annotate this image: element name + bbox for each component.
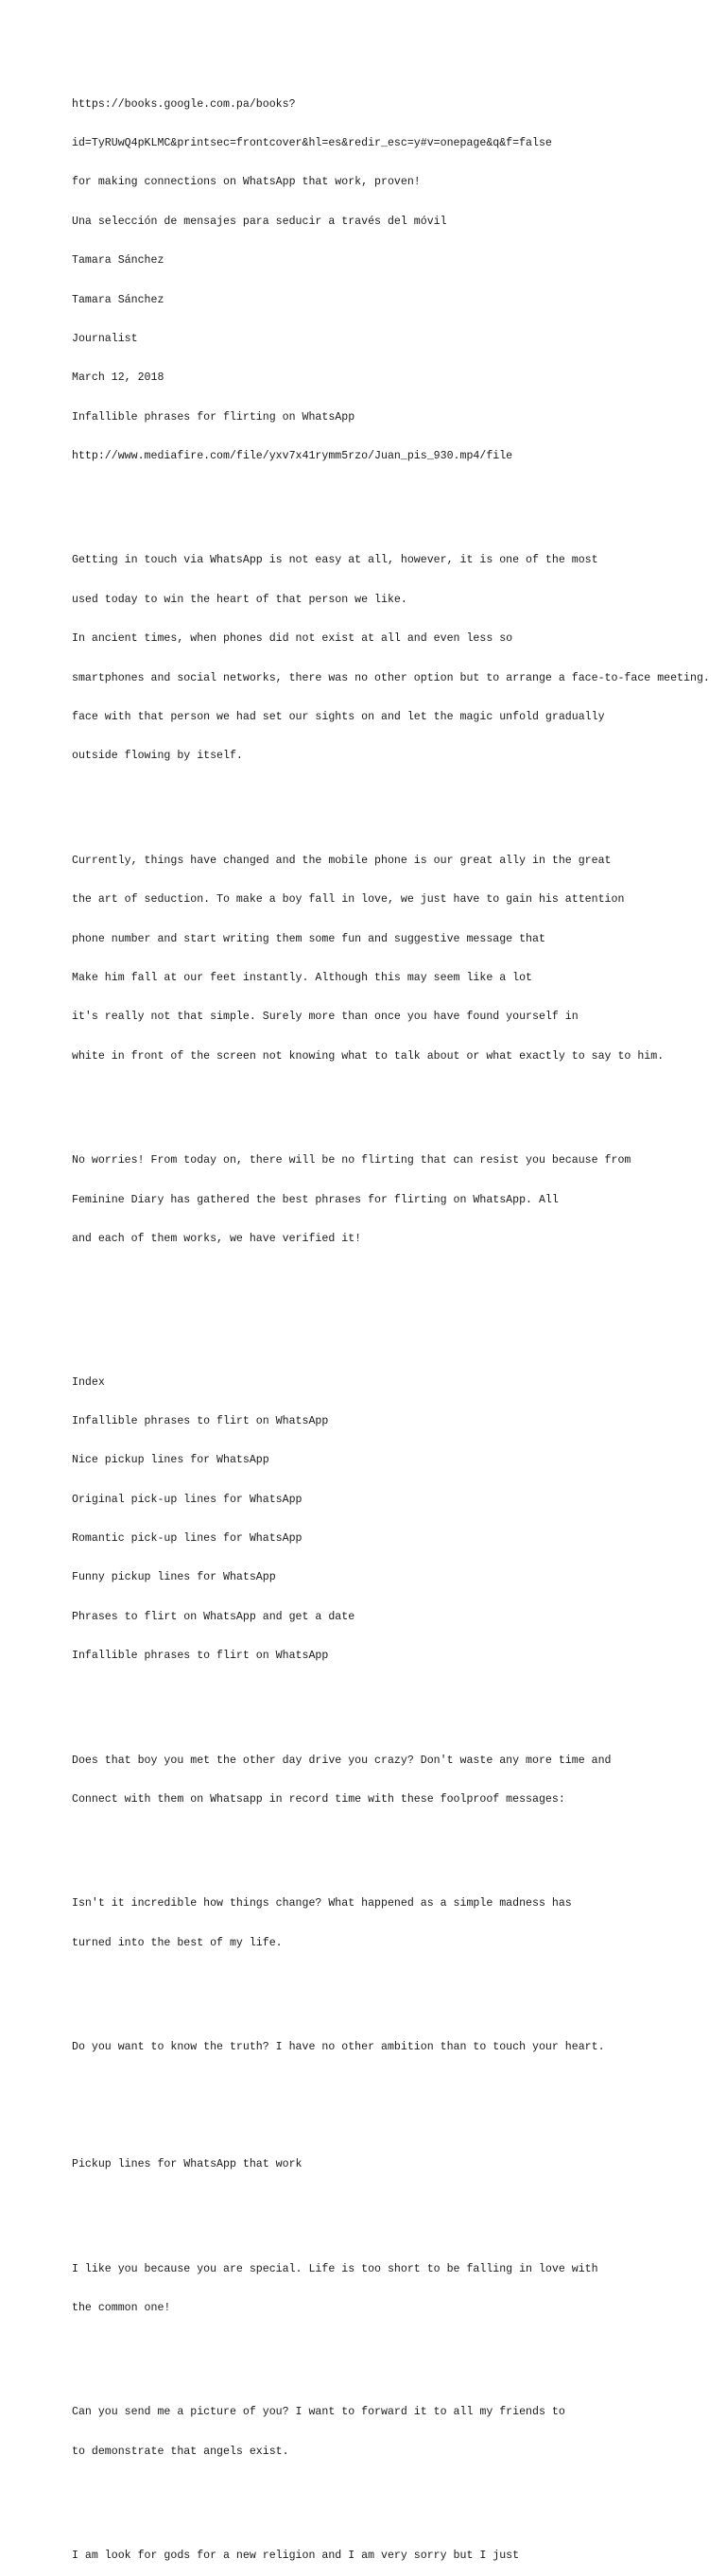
spacer — [72, 1102, 724, 1115]
author-name: Tamara Sánchez — [72, 254, 164, 268]
spacer — [72, 2498, 724, 2511]
spacer — [72, 2354, 724, 2367]
index-item[interactable]: Phrases to flirt on WhatsApp and get a date — [72, 1610, 355, 1623]
index-item[interactable]: Funny pickup lines for WhatsApp — [72, 1571, 276, 1584]
spacer — [72, 1845, 724, 1859]
index-item[interactable]: Infallible phrases to flirt on WhatsApp — [72, 1650, 329, 1663]
article-title: Infallible phrases for flirting on WhatsApp — [72, 410, 355, 424]
author-name: Tamara Sánchez — [72, 293, 164, 306]
section2-p2-line: Can you send me a picture of you? I want to forward it to all my friends to — [72, 2406, 565, 2419]
intro-p1-line: used today to win the heart of that person we like. — [72, 593, 407, 606]
section1-p2-line: turned into the best of my life. — [72, 1936, 283, 1949]
section1-p1-line: Does that boy you met the other day drive you crazy? Don't waste any more time and — [72, 1754, 612, 1767]
index-heading: Index — [72, 1375, 105, 1389]
spacer — [72, 2093, 724, 2119]
section2-heading: Pickup lines for WhatsApp that work — [72, 2158, 302, 2171]
intro-p3-line: No worries! From today on, there will be no flirting that can resist you because from — [72, 1154, 631, 1167]
intro-p2-line: white in front of the screen not knowing what to talk about or what exactly to say to him. — [72, 1049, 665, 1063]
section2-p3-line: I am look for gods for a new religion and I am very sorry but I just — [72, 2550, 520, 2563]
spanish-subtitle: Una selección de mensajes para seducir a través del móvil — [72, 215, 447, 228]
intro-p1-line: Getting in touch via WhatsApp is not easy at all, however, it is one of the most — [72, 554, 598, 567]
spacer — [72, 1989, 724, 2002]
index-item[interactable]: Original pick-up lines for WhatsApp — [72, 1493, 302, 1506]
document-page — [72, 72, 724, 2576]
intro-p2-line: it's really not that simple. Surely more than once you have found yourself in — [72, 1011, 579, 1024]
document-subtitle: for making connections on WhatsApp that work, proven! — [72, 176, 421, 189]
spacer — [72, 803, 724, 816]
intro-p2-line: the art of seduction. To make a boy fall in love, we just have to gain his attention — [72, 893, 625, 907]
spacer — [72, 2211, 724, 2224]
mediafire-link[interactable]: http://www.mediafire.com/file/yxv7x41rymm5rzo/Juan_pis_930.mp4/file — [72, 450, 513, 463]
intro-p2-line: Currently, things have changed and the mobile phone is our great ally in the great — [72, 854, 612, 867]
intro-p2-line: Make him fall at our feet instantly. Although this may seem like a lot — [72, 971, 533, 984]
source-url-line-1[interactable]: https://books.google.com.pa/books? — [72, 97, 296, 111]
intro-p1-line: outside flowing by itself. — [72, 750, 243, 763]
section1-p3-line: Do you want to know the truth? I have no other ambition than to touch your heart. — [72, 2041, 605, 2054]
section2-p1-line: I like you because you are special. Life is too short to be falling in love with — [72, 2262, 598, 2275]
publish-date: March 12, 2018 — [72, 372, 164, 385]
section2-p2-line: to demonstrate that angels exist. — [72, 2445, 289, 2458]
intro-p1-line: smartphones and social networks, there was no other option but to arrange a face-to-face meeting. — [72, 671, 710, 684]
author-role: Journalist — [72, 332, 138, 345]
intro-p1-line: In ancient times, when phones did not exist at all and even less so — [72, 632, 513, 646]
spacer — [72, 1702, 724, 1715]
index-item[interactable]: Romantic pick-up lines for WhatsApp — [72, 1532, 302, 1546]
intro-p1-line: face with that person we had set our sights on and let the magic unfold gradually — [72, 711, 605, 724]
intro-p3-line: Feminine Diary has gathered the best phrases for flirting on WhatsApp. All — [72, 1193, 559, 1206]
section1-p2-line: Isn't it incredible how things change? What happened as a simple madness has — [72, 1897, 572, 1910]
spacer — [72, 1285, 724, 1337]
index-item[interactable]: Nice pickup lines for WhatsApp — [72, 1454, 269, 1467]
spacer — [72, 502, 724, 515]
intro-p2-line: phone number and start writing them some fun and suggestive message that — [72, 932, 545, 945]
source-url-line-2[interactable]: id=TyRUwQ4pKLMC&printsec=frontcover&hl=es&redir_esc=y#v=onepage&q&f=false — [72, 136, 552, 149]
intro-p3-line: and each of them works, we have verified it! — [72, 1232, 362, 1245]
index-item[interactable]: Infallible phrases to flirt on WhatsApp — [72, 1414, 329, 1427]
section2-p1-line: the common one! — [72, 2302, 171, 2315]
section1-p1-line: Connect with them on Whatsapp in record time with these foolproof messages: — [72, 1793, 565, 1806]
